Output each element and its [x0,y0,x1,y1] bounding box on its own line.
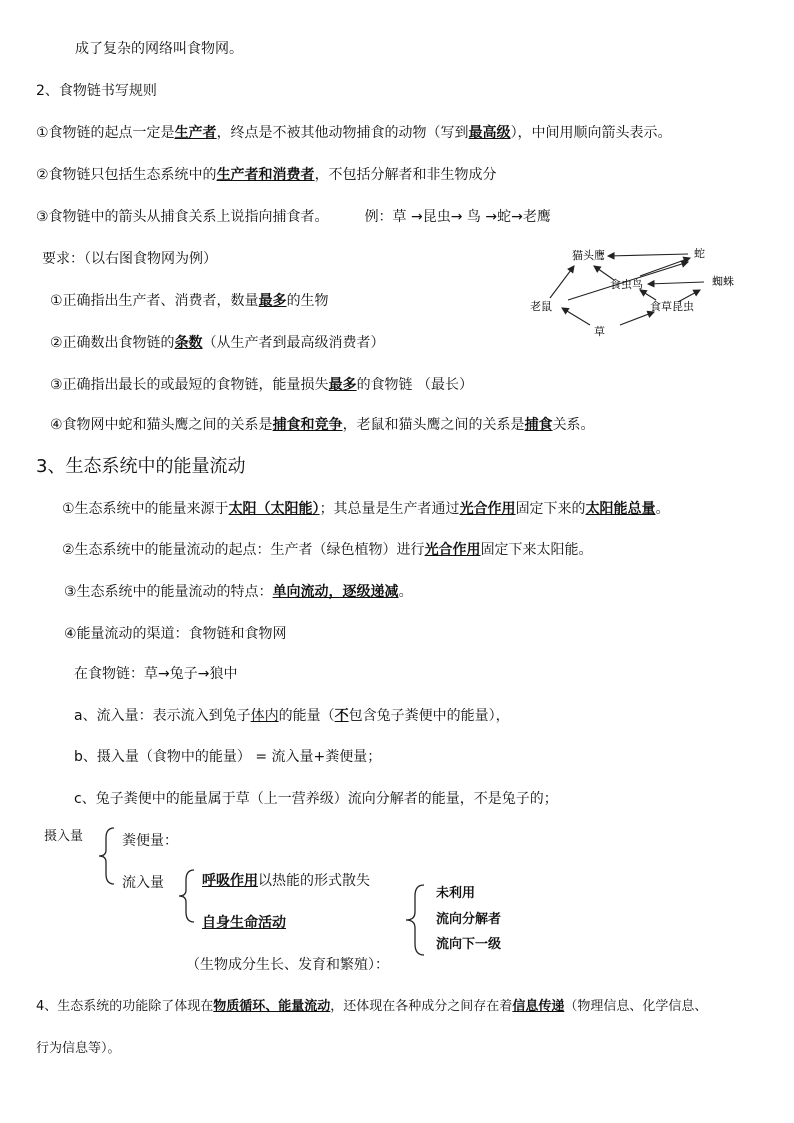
rule-1-key-highest: 最高级 [468,125,511,141]
req-1 [50,292,329,310]
node-herbivorous-insect: 食草昆虫 [650,300,694,313]
rule-2 [36,166,497,184]
line-c: c、兔子粪便中的能量属于草（上一营养级）流向分解者的能量，不是兔子的； [74,791,558,807]
req-2-text: ②正确数出食物链的 [50,335,175,351]
energy-point-2 [62,541,593,559]
node-mouse: 老鼠 [530,300,552,313]
req-3-text: ③正确指出最长的或最短的食物链，能量损失 [50,377,329,393]
rule-2-text-2: ，不包括分解者和非生物成分 [314,167,497,183]
requirement-heading: 要求：（以右图食物网为例） [42,251,217,267]
req-2-text-2: （从生产者到最高级消费者） [202,335,385,351]
tree-intake: 摄入量 [44,829,84,844]
req-1-key: 最多 [258,293,287,309]
tree-unused: 未利用 [436,886,476,901]
line-a [74,707,510,725]
rule-2-key: 生产者和消费者 [216,167,315,183]
brace-2 [176,866,198,926]
energy-point-3 [64,583,413,601]
sec4-key-1: 物质循环、能量流动 [213,999,331,1014]
line-a-text-3: 包含兔子粪便中的能量）， [348,708,510,724]
tree-to-next: 流向下一级 [436,937,502,952]
energy-point-4: ④能量流动的渠道：食物链和食物网 [64,626,287,642]
energy-2-text-2: 固定下来太阳能。 [480,542,593,558]
req-4-key-2: 捕食 [524,417,553,433]
respiration-tail: 以热能的形式散失 [258,873,370,889]
energy-1-text-4: 。 [655,501,670,517]
rule-1-key-producer: 生产者 [174,125,217,141]
brace-3 [402,882,428,958]
energy-1-text-2: ；其总量是生产者通过 [319,501,460,517]
line-a-text-2: 的能量（ [278,708,335,724]
tree-self [202,914,286,932]
section-2-title: 2、食物链书写规则 [36,83,157,99]
energy-1-key-total: 太阳能总量 [585,501,656,517]
line-a-key-not: 不 [334,708,349,724]
req-3-key: 最多 [328,377,357,393]
node-insect-bird: 食虫鸟 [610,278,643,291]
energy-3-key: 单向流动，逐级递减 [272,584,399,600]
tree-feces: 粪便量： [122,833,178,849]
node-owl: 猫头鹰 [572,249,605,262]
intro-line: 成了复杂的网络叫食物网。 [75,41,243,57]
energy-3-text: ③生态系统中的能量流动的特点： [64,584,273,600]
req-3-text-2: 的食物链 （最长） [356,377,474,393]
sec4-key-2: 信息传递 [512,999,565,1014]
sec4-text-3: （物理信息、化学信息、 [564,999,708,1014]
tree-growth: （生物成分生长、发育和繁殖）： [186,957,389,973]
section-4-line-2: 行为信息等）。 [36,1041,121,1056]
energy-1-key-photo: 光合作用 [459,501,516,517]
food-web-diagram [528,240,758,340]
respiration-key: 呼吸作用 [202,873,258,889]
rule-1 [36,124,672,142]
req-1-text: ①正确指出生产者、消费者，数量 [50,293,259,309]
rule-1-text: ①食物链的起点一定是 [36,125,175,141]
line-a-text: a、流入量：表示流入到兔子 [74,708,251,724]
req-4-text-2: ，老鼠和猫头鹰之间的关系是 [342,417,525,433]
self-activity-key: 自身生命活动 [202,915,286,931]
energy-1-key-sun: 太阳（太阳能） [228,501,320,517]
brace-1 [96,826,120,886]
req-3 [50,376,473,394]
req-4-text: ④食物网中蛇和猫头鹰之间的关系是 [50,417,273,433]
rule-1-text-3: ），中间用顺向箭头表示。 [510,125,672,141]
req-4-text-3: 关系。 [552,417,595,433]
energy-point-1 [62,500,670,518]
chain-example: 在食物链：草→兔子→狼中 [74,666,238,682]
node-grass: 草 [594,325,605,338]
sec4-text: 4、生态系统的功能除了体现在 [36,999,214,1014]
req-4-key-1: 捕食和竞争 [272,417,343,433]
rule-1-text-2: ，终点是不被其他动物捕食的动物（写到 [216,125,469,141]
section-3-title: 3、生态系统中的能量流动 [36,456,246,477]
line-a-key-body: 体内 [250,708,279,724]
req-1-text-2: 的生物 [286,293,329,309]
energy-1-text-3: 固定下来的 [515,501,586,517]
rule-3-example: 例：草 →昆虫→ 鸟 →蛇→老鹰 [364,209,551,225]
sec4-text-2: ，还体现在各种成分之间存在着 [330,999,513,1014]
node-snake: 蛇 [694,247,705,260]
req-4 [50,416,595,434]
energy-2-key: 光合作用 [424,542,481,558]
tree-to-decomposer: 流向分解者 [436,912,502,927]
energy-3-text-2: 。 [398,584,413,600]
tree-inflow: 流入量 [122,875,164,891]
rule-2-text: ②食物链只包括生态系统中的 [36,167,217,183]
rule-3 [36,208,551,226]
line-b: b、摄入量（食物中的能量） = 流入量+粪便量； [74,749,382,765]
tree-respiration [202,872,370,890]
node-spider: 蜘蛛 [712,275,734,288]
req-2-key: 条数 [174,335,203,351]
energy-1-text: ①生态系统中的能量来源于 [62,501,229,517]
rule-3-text: ③食物链中的箭头从捕食关系上说指向捕食者。 [36,209,329,225]
section-4-line-1 [36,998,707,1016]
req-2 [50,334,385,352]
energy-2-text: ②生态系统中的能量流动的起点：生产者（绿色植物）进行 [62,542,425,558]
